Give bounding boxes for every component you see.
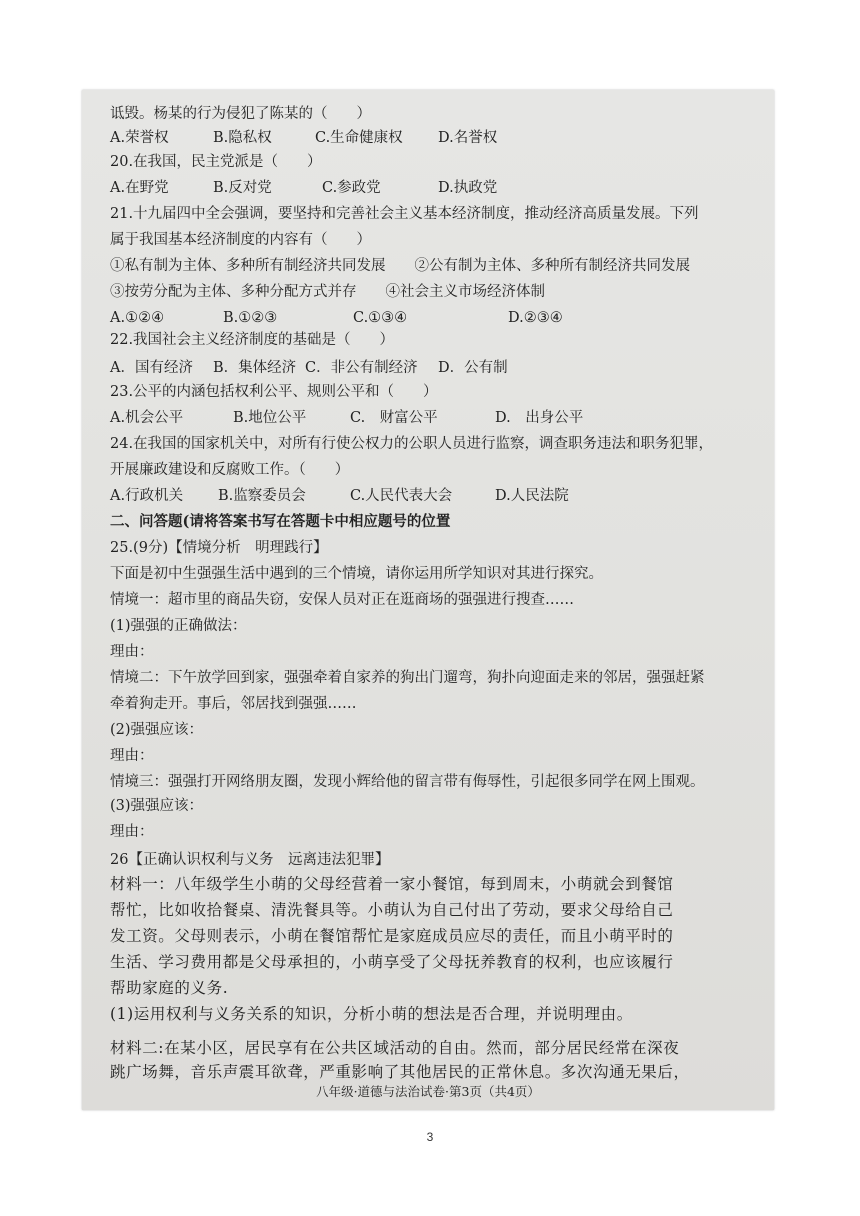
option-a: A．国有经济 bbox=[110, 360, 193, 376]
q25-intro: 下面是初中生强强生活中遇到的三个情境，请你运用所学知识对其进行探究。 bbox=[110, 566, 603, 582]
scenario-2-reason: 理由： bbox=[110, 748, 154, 764]
scenario-2-line-1: 情境二：下午放学回到家，强强牵着自家养的狗出门遛弯，狗扑向迎面走来的邻居，强强赶紧 bbox=[110, 670, 705, 686]
q21-stem-2: 属于我国基本经济制度的内容有（ ） bbox=[110, 232, 371, 248]
material-2-line-2: 跳广场舞，音乐声震耳欲聋，严重影响了其他居民的正常休息。多次沟通无果后， bbox=[110, 1063, 690, 1081]
page-number: 3 bbox=[426, 1130, 434, 1144]
q23-stem: 23.公平的内涵包括权利公平、规则公平和（ ） bbox=[110, 384, 438, 400]
material-1-line-1: 材料一：八年级学生小萌的父母经营着一家小餐馆，每到周末，小萌就会到餐馆 bbox=[110, 875, 674, 893]
option-a: A.①②④ bbox=[110, 310, 165, 326]
material-2-line-1: 材料二:在某小区，居民享有在公共区域活动的自由。然而，部分居民经常在深夜 bbox=[110, 1039, 680, 1057]
option-d: D．公有制 bbox=[438, 360, 508, 376]
exam-footer: 八年级·道德与法治试卷·第3页（共4页） bbox=[316, 1084, 540, 1099]
scenario-1-question: (1)强强的正确做法： bbox=[110, 618, 247, 634]
scenario-3: 情境三：强强打开网络朋友圈，发现小辉给他的留言带有侮辱性，引起很多同学在网上围观。 bbox=[110, 774, 705, 790]
scenario-3-reason: 理由： bbox=[110, 824, 154, 840]
option-c: C. 财富公平 bbox=[350, 410, 438, 426]
q21-item-12: ①私有制为主体、多种所有制经济共同发展 ②公有制为主体、多种所有制经济共同发展 bbox=[110, 258, 690, 274]
option-b: B.隐私权 bbox=[213, 130, 272, 146]
q22-stem: 22.我国社会主义经济制度的基础是（ ） bbox=[110, 332, 395, 348]
option-c: C.人民代表大会 bbox=[350, 488, 453, 504]
material-1-line-4: 生活、学习费用都是父母承担的，小萌享受了父母抚养教育的权利，也应该履行 bbox=[110, 953, 674, 971]
option-d: D.名誉权 bbox=[438, 130, 498, 146]
material-1-line-3: 发工资。父母则表示，小萌在餐馆帮忙是家庭成员应尽的责任，而且小萌平时的 bbox=[110, 927, 674, 945]
material-1-line-5: 帮助家庭的义务. bbox=[110, 979, 229, 997]
scenario-1: 情境一：超市里的商品失窃，安保人员对正在逛商场的强强进行搜查…… bbox=[110, 592, 574, 608]
material-1-question: (1)运用权利与义务关系的知识，分析小萌的想法是否合理，并说明理由。 bbox=[110, 1005, 633, 1023]
option-a: A.机会公平 bbox=[110, 410, 184, 426]
option-c: C.①③④ bbox=[353, 310, 408, 326]
option-b: B.地位公平 bbox=[233, 410, 307, 426]
option-b: B．集体经济 bbox=[213, 360, 297, 376]
q26-title: 26【正确认识权利与义务 远离违法犯罪】 bbox=[110, 852, 390, 868]
q21-item-34: ③按劳分配为主体、多种分配方式并存 ④社会主义市场经济体制 bbox=[110, 284, 545, 300]
q19-stem-end: 诋毁。杨某的行为侵犯了陈某的（ ） bbox=[110, 106, 371, 122]
option-d: D. 出身公平 bbox=[495, 410, 584, 426]
q25-title: 25.(9分)【情境分析 明理践行】 bbox=[110, 540, 328, 556]
scenario-2-question: (2)强强应该： bbox=[110, 722, 204, 738]
scenario-3-question: (3)强强应该： bbox=[110, 798, 204, 814]
option-d: D.人民法院 bbox=[495, 488, 569, 504]
option-b: B.监察委员会 bbox=[218, 488, 306, 504]
option-b: B.反对党 bbox=[213, 180, 272, 196]
scenario-2-line-2: 牵着狗走开。事后，邻居找到强强…… bbox=[110, 696, 357, 712]
q21-stem-1: 21.十九届四中全会强调，要坚持和完善社会主义基本经济制度，推动经济高质量发展。下列 bbox=[110, 206, 699, 222]
option-d: D.②③④ bbox=[508, 310, 563, 326]
scenario-1-reason: 理由： bbox=[110, 644, 154, 660]
option-c: C．非公有制经济 bbox=[305, 360, 418, 376]
q24-stem-2: 开展廉政建设和反腐败工作。（ ） bbox=[110, 462, 350, 478]
option-d: D.执政党 bbox=[438, 180, 498, 196]
option-a: A.在野党 bbox=[110, 180, 169, 196]
section-2-heading: 二、问答题(请将答案书写在答题卡中相应题号的位置 bbox=[110, 513, 451, 530]
option-c: C.生命健康权 bbox=[315, 130, 403, 146]
q24-stem-1: 24.在我国的国家机关中，对所有行使公权力的公职人员进行监察，调查职务违法和职务犯罪， bbox=[110, 436, 714, 452]
scanned-exam-page bbox=[82, 90, 774, 1110]
option-a: A.荣誉权 bbox=[110, 130, 169, 146]
q20-stem: 20.在我国，民主党派是（ ） bbox=[110, 154, 322, 170]
option-b: B.①②③ bbox=[223, 310, 278, 326]
option-c: C.参政党 bbox=[322, 180, 381, 196]
material-1-line-2: 帮忙，比如收拾餐桌、清洗餐具等。小萌认为自己付出了劳动，要求父母给自己 bbox=[110, 901, 674, 919]
option-a: A.行政机关 bbox=[110, 488, 184, 504]
